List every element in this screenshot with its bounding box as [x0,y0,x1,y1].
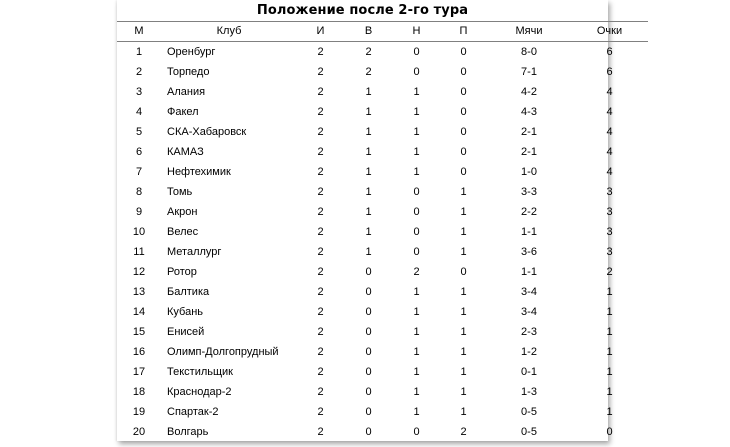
cell-losses: 1 [460,366,467,378]
cell-club: Волгарь [167,426,209,438]
cell-games: 2 [317,46,324,58]
cell-points: 1 [606,286,613,298]
cell-points: 1 [606,406,613,418]
table-row [117,82,648,102]
cell-pos: 14 [132,306,146,318]
cell-losses: 0 [460,146,467,158]
cell-club: Краснодар-2 [167,386,232,398]
cell-goals: 2-1 [521,126,537,138]
cell-club: Спартак-2 [167,406,219,418]
cell-points: 0 [606,426,613,438]
cell-club: Торпедо [167,66,210,78]
cell-games: 2 [317,246,324,258]
cell-points: 1 [606,326,613,338]
table-row [117,282,648,302]
cell-club: Акрон [167,206,198,218]
cell-goals: 1-2 [521,346,537,358]
cell-pos: 20 [132,426,146,438]
cell-pos: 7 [135,166,143,178]
cell-games: 2 [317,366,324,378]
cell-games: 2 [317,146,324,158]
table-body [117,42,648,443]
standings-panel [117,0,623,441]
cell-losses: 1 [460,306,467,318]
cell-games: 2 [317,86,324,98]
cell-goals: 1-1 [521,266,537,278]
table-row [117,322,648,342]
cell-pos: 17 [132,366,146,378]
cell-pos: 1 [135,46,143,58]
table-row [117,222,648,242]
cell-club: Факел [167,106,199,118]
cell-pos: 6 [135,146,143,158]
cell-games: 2 [317,166,324,178]
cell-losses: 0 [460,126,467,138]
cell-club: СКА-Хабаровск [167,126,247,138]
cell-points: 1 [606,386,613,398]
cell-wins: 1 [365,246,372,258]
cell-games: 2 [317,326,324,338]
header-wins: В [344,22,393,42]
table-row [117,42,648,63]
cell-losses: 1 [460,226,467,238]
cell-draws: 1 [413,306,420,318]
cell-points: 4 [606,146,613,158]
cell-points: 3 [606,186,613,198]
cell-goals: 0-1 [521,366,537,378]
cell-pos: 15 [132,326,146,338]
cell-pos: 4 [135,106,143,118]
cell-wins: 1 [365,86,372,98]
cell-goals: 1-3 [521,386,537,398]
cell-draws: 0 [413,66,420,78]
cell-draws: 1 [413,366,420,378]
table-row [117,342,648,362]
header-pos: М [117,22,161,42]
cell-draws: 0 [413,186,420,198]
cell-goals: 7-1 [521,66,537,78]
cell-club: Алания [167,86,206,98]
cell-club: Олимп-Долгопрудный [167,346,279,358]
header-row [117,22,648,42]
cell-wins: 1 [365,166,372,178]
cell-club: Енисей [167,326,205,338]
cell-goals: 0-5 [521,426,537,438]
cell-pos: 8 [135,186,143,198]
standings-title: Положение после 2-го тура [256,3,469,18]
cell-points: 6 [606,46,613,58]
cell-draws: 1 [413,346,420,358]
cell-points: 3 [606,226,613,238]
cell-points: 4 [606,106,613,118]
cell-losses: 0 [460,66,467,78]
cell-draws: 0 [413,226,420,238]
table-row [117,242,648,262]
cell-losses: 0 [460,86,467,98]
table-row [117,402,648,422]
cell-draws: 0 [413,46,420,58]
header-club: Клуб [161,22,297,42]
cell-losses: 2 [460,426,467,438]
cell-losses: 1 [460,386,467,398]
cell-wins: 1 [365,106,372,118]
cell-losses: 0 [460,46,467,58]
table-row [117,362,648,382]
cell-club: Ротор [167,266,197,278]
table-row [117,262,648,282]
cell-club: Балтика [167,286,210,298]
cell-losses: 1 [460,186,467,198]
cell-pos: 5 [135,126,143,138]
cell-points: 4 [606,86,613,98]
cell-losses: 1 [460,406,467,418]
cell-draws: 1 [413,86,420,98]
cell-goals: 1-1 [521,226,537,238]
cell-wins: 2 [365,46,372,58]
cell-losses: 1 [460,286,467,298]
table-row [117,142,648,162]
table-row [117,182,648,202]
cell-wins: 0 [365,266,372,278]
header-losses: П [440,22,487,42]
cell-goals: 0-5 [521,406,537,418]
cell-goals: 1-0 [521,166,537,178]
header-goals: Мячи [487,22,571,42]
cell-wins: 0 [365,406,372,418]
cell-games: 2 [317,346,324,358]
cell-club: КАМАЗ [167,146,204,158]
cell-wins: 1 [365,126,372,138]
cell-draws: 2 [413,266,420,278]
cell-wins: 0 [365,366,372,378]
cell-losses: 0 [460,166,467,178]
table-row [117,302,648,322]
cell-club: Металлург [167,246,222,258]
cell-goals: 2-2 [521,206,537,218]
cell-losses: 1 [460,246,467,258]
cell-wins: 1 [365,206,372,218]
cell-games: 2 [317,286,324,298]
table-row [117,62,648,82]
header-draws: Н [393,22,440,42]
table-row [117,202,648,222]
cell-losses: 1 [460,206,467,218]
cell-wins: 0 [365,426,372,438]
cell-wins: 1 [365,186,372,198]
cell-points: 3 [606,246,613,258]
cell-draws: 1 [413,166,420,178]
cell-pos: 19 [132,406,146,418]
table-row [117,162,648,182]
cell-wins: 0 [365,326,372,338]
cell-wins: 0 [365,346,372,358]
cell-wins: 2 [365,66,372,78]
cell-games: 2 [317,186,324,198]
cell-games: 2 [317,386,324,398]
cell-wins: 0 [365,286,372,298]
cell-wins: 1 [365,226,372,238]
cell-points: 2 [606,266,613,278]
cell-pos: 16 [132,346,146,358]
cell-pos: 18 [132,386,146,398]
cell-draws: 1 [413,146,420,158]
cell-points: 1 [606,366,613,378]
cell-games: 2 [317,306,324,318]
cell-draws: 0 [413,206,420,218]
cell-points: 3 [606,206,613,218]
cell-games: 2 [317,206,324,218]
cell-club: Текстильщик [167,366,233,378]
cell-club: Оренбург [167,46,216,58]
cell-draws: 1 [413,406,420,418]
table-row [117,122,648,142]
cell-pos: 12 [132,266,146,278]
cell-pos: 2 [135,66,143,78]
cell-pos: 10 [132,226,146,238]
cell-draws: 1 [413,106,420,118]
table-row [117,422,648,442]
cell-points: 4 [606,126,613,138]
cell-draws: 1 [413,386,420,398]
cell-draws: 0 [413,246,420,258]
cell-points: 4 [606,166,613,178]
cell-games: 2 [317,66,324,78]
cell-games: 2 [317,426,324,438]
cell-pos: 11 [133,246,145,258]
cell-points: 1 [606,346,613,358]
cell-wins: 1 [365,146,372,158]
cell-losses: 1 [460,346,467,358]
cell-goals: 8-0 [521,46,537,58]
header-games: И [297,22,344,42]
cell-goals: 2-3 [521,326,537,338]
cell-pos: 9 [135,206,143,218]
cell-points: 6 [606,66,613,78]
cell-wins: 0 [365,306,372,318]
cell-draws: 1 [413,126,420,138]
cell-draws: 0 [413,426,420,438]
standings-table [117,21,648,442]
cell-losses: 0 [460,266,467,278]
cell-games: 2 [317,106,324,118]
table-header [117,22,648,42]
cell-club: Нефтехимик [167,166,231,178]
cell-losses: 0 [460,106,467,118]
cell-goals: 4-3 [521,106,537,118]
cell-games: 2 [317,226,324,238]
header-points: Очки [571,22,648,42]
cell-losses: 1 [460,326,467,338]
cell-club: Томь [167,186,193,198]
cell-draws: 1 [413,286,420,298]
cell-goals: 3-4 [521,286,537,298]
table-row [117,382,648,402]
cell-draws: 1 [413,326,420,338]
cell-goals: 3-4 [521,306,537,318]
cell-pos: 3 [135,86,143,98]
cell-wins: 0 [365,386,372,398]
cell-goals: 3-6 [521,246,537,258]
cell-club: Кубань [167,306,204,318]
cell-goals: 2-1 [521,146,537,158]
cell-points: 1 [606,306,613,318]
cell-club: Велес [167,226,199,238]
cell-games: 2 [317,266,324,278]
cell-games: 2 [317,126,324,138]
cell-goals: 3-3 [521,186,537,198]
cell-goals: 4-2 [521,86,537,98]
cell-games: 2 [317,406,324,418]
table-row [117,102,648,122]
cell-pos: 13 [132,286,146,298]
